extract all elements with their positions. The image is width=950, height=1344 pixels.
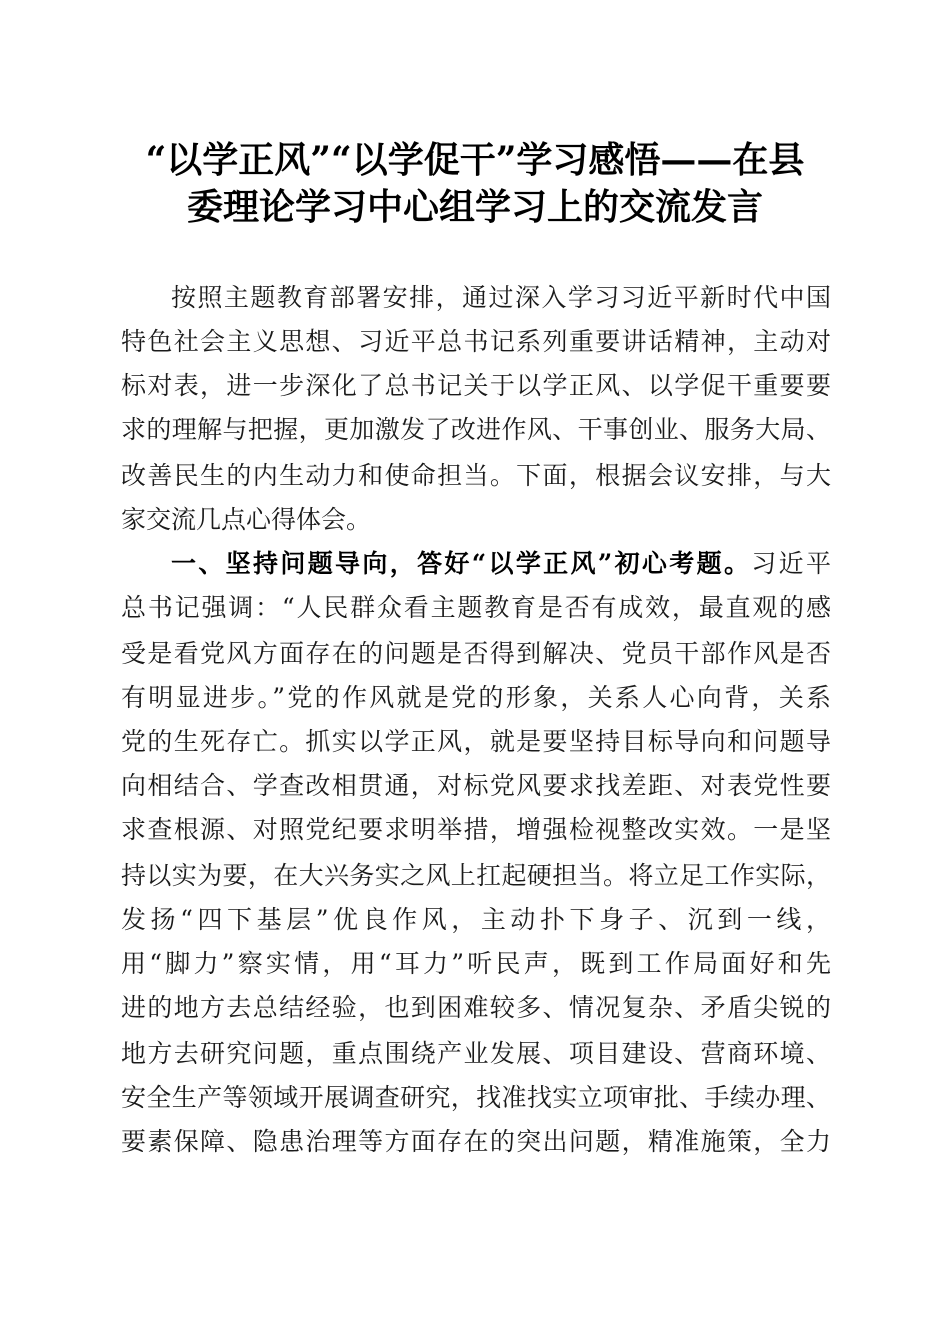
section-1-first-line-rest: 习近平 xyxy=(751,549,831,578)
document-title-line-2: 委理论学习中心组学习上的交流发言 xyxy=(186,186,763,228)
intro-line-2: 特色社会主义思想、习近平总书记系列重要讲话精神，主动对 xyxy=(121,327,831,356)
intro-line-6: 家交流几点心得体会。 xyxy=(121,505,372,534)
section-1-line-10: 用“脚力”察实情，用“耳力”听民声，既到工作局面好和先 xyxy=(121,949,831,978)
section-1-line-7: 求查根源、对照党纪要求明举措，增强检视整改实效。一是坚 xyxy=(121,815,831,844)
section-1-line-5: 党的生死存亡。抓实以学正风，就是要坚持目标导向和问题导 xyxy=(121,727,831,756)
section-1-line-9: 发扬“四下基层”优良作风，主动扑下身子、沉到一线， xyxy=(121,905,831,934)
section-1-line-11: 进的地方去总结经验，也到困难较多、情况复杂、矛盾尖锐的 xyxy=(121,993,831,1022)
section-1-line-2: 总书记强调：“人民群众看主题教育是否有成效，最直观的感 xyxy=(121,593,831,622)
intro-line-4: 求的理解与把握，更加激发了改进作风、干事创业、服务大局、 xyxy=(121,415,831,444)
section-1-heading: 一、坚持问题导向，答好“以学正风”初心考题。 xyxy=(171,549,752,578)
document-title-line-1: “以学正风”“以学促干”学习感悟——在县 xyxy=(145,139,805,181)
intro-line-1: 按照主题教育部署安排，通过深入学习习近平新时代中国 xyxy=(171,283,831,312)
section-1-line-14: 要素保障、隐患治理等方面存在的突出问题，精准施策，全力 xyxy=(121,1127,831,1156)
section-1-line-12: 地方去研究问题，重点围绕产业发展、项目建设、营商环境、 xyxy=(121,1039,831,1068)
section-1-line-6: 向相结合、学查改相贯通，对标党风要求找差距、对表党性要 xyxy=(121,771,831,800)
section-1-line-8: 持以实为要，在大兴务实之风上扛起硬担当。将立足工作实际， xyxy=(121,861,831,890)
intro-line-3: 标对表，进一步深化了总书记关于以学正风、以学促干重要要 xyxy=(121,371,831,400)
section-1-line-3: 受是看党风方面存在的问题是否得到解决、党员干部作风是否 xyxy=(121,639,831,668)
section-1-line-13: 安全生产等领域开展调查研究，找准找实立项审批、手续办理、 xyxy=(121,1083,831,1112)
intro-line-5: 改善民生的内生动力和使命担当。下面，根据会议安排，与大 xyxy=(121,461,831,490)
section-1-line-4: 有明显进步。”党的作风就是党的形象，关系人心向背，关系 xyxy=(121,683,831,712)
section-1-first-line xyxy=(171,548,831,580)
